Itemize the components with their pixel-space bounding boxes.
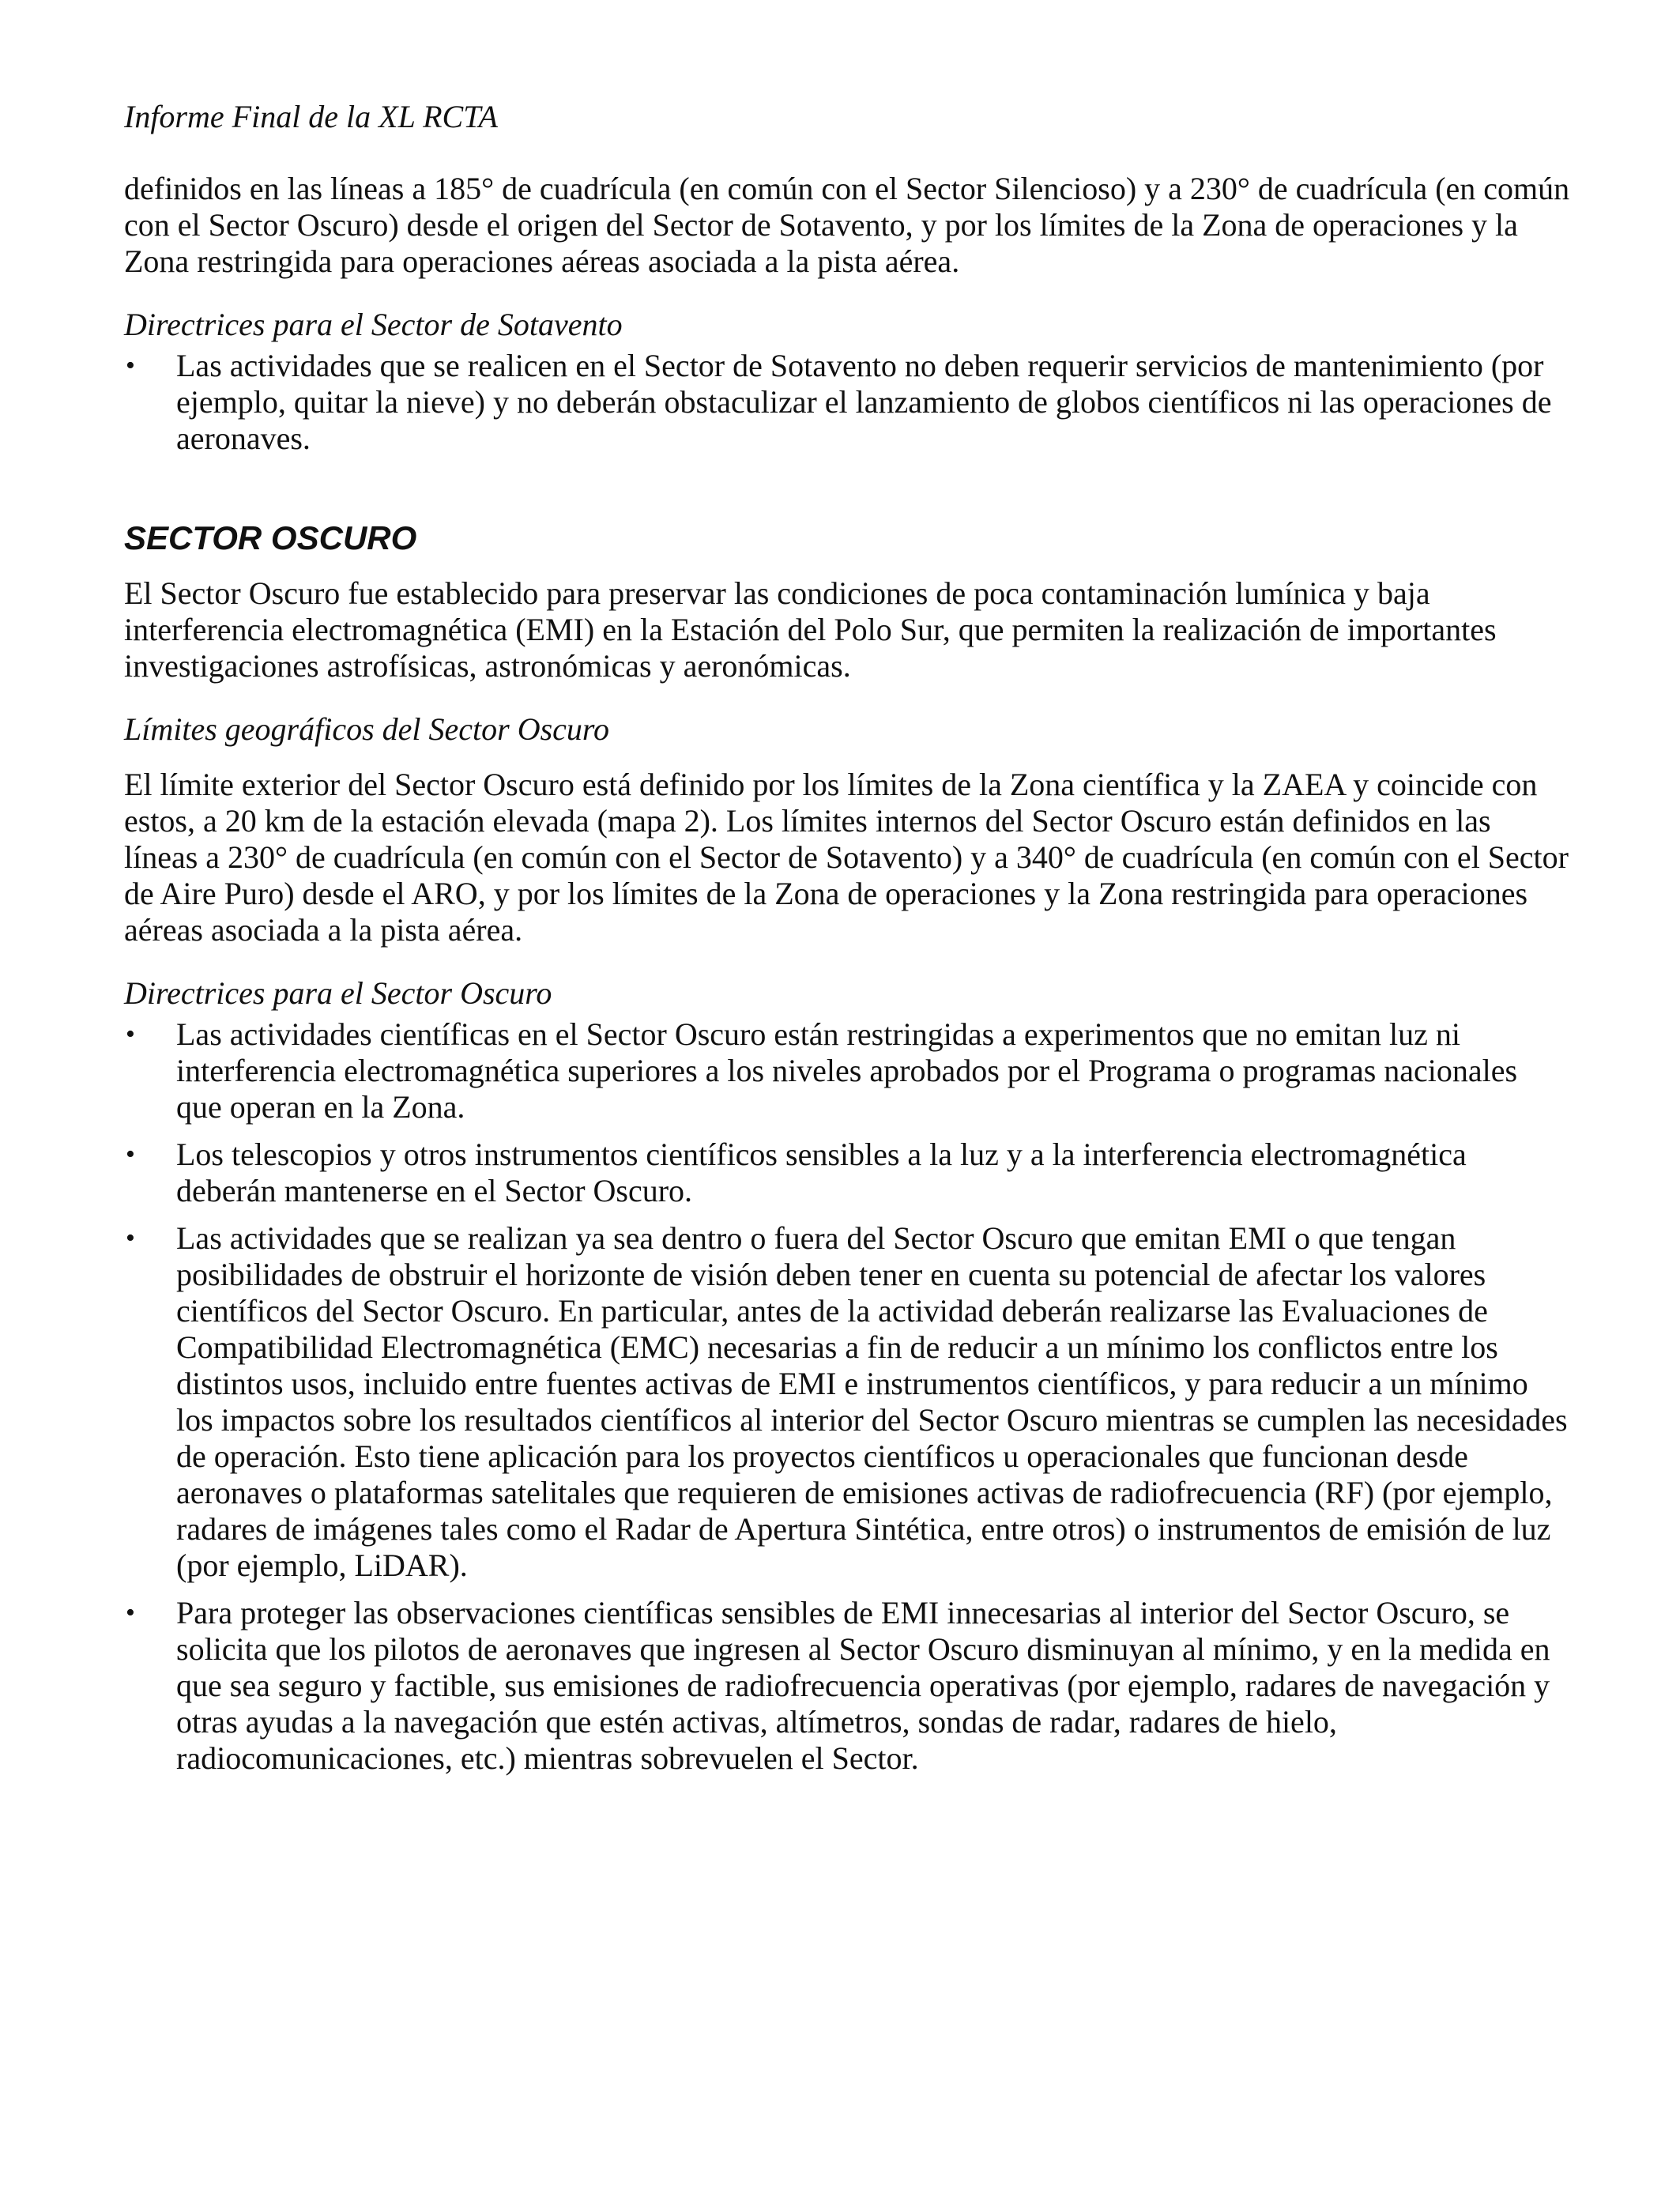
list-item [124, 348, 1570, 457]
intro-paragraph: definidos en las líneas a 185° de cuadrícula (en común con el Sector Silencioso) y a 230° de cuadrícula (en común con el Sector Oscuro) desde el origen del Sector de Sotavento, y por los límites de la Zona de operaciones y la Zona restringida para operaciones aéreas asociada a la pista aérea. [124, 171, 1570, 279]
running-header: Informe Final de la XL RCTA [124, 99, 498, 134]
list-item-text: Las actividades que se realicen en el Sector de Sotavento no deben requerir servicios de mantenimiento (por ejemplo, quitar la nieve) y no deberán obstaculizar el lanzamiento de globos científicos ni las operaciones de aeronaves. [176, 348, 1552, 456]
list-item [124, 1595, 1570, 1777]
list-item-text: Las actividades que se realizan ya sea dentro o fuera del Sector Oscuro que emitan EMI o que tengan posibilidades de obstruir el horizonte de visión deben tener en cuenta su potencial de afectar los valores científicos del Sector Oscuro. En particular, antes de la actividad deberán realizarse las Evaluaciones de Compatibilidad Electromagnética (EMC) necesarias a fin de reducir a un mínimo los conflictos entre los distintos usos, incluido entre fuentes activas de EMI e instrumentos científicos, y para reducir a un mínimo los impactos sobre los resultados científicos al interior del Sector Oscuro mientras se cumplen las necesidades de operación. Esto tiene aplicación para los proyectos científicos u operacionales que funcionan desde aeronaves o plataformas satelitales que requieren de emisiones activas de radiofrecuencia (RF) (por ejemplo, radares de imágenes tales como el Radar de Apertura Sintética, entre otros) o instrumentos de emisión de luz (por ejemplo, LiDAR). [176, 1220, 1568, 1583]
bullet-marker: • [126, 1598, 135, 1627]
list-item [124, 1137, 1570, 1209]
sotavento-guidelines-list [124, 348, 1570, 457]
bullet-marker: • [126, 351, 135, 380]
list-item [124, 1016, 1570, 1125]
bullet-marker: • [126, 1223, 135, 1253]
sector-oscuro-intro: El Sector Oscuro fue establecido para preservar las condiciones de poca contaminación lumínica y baja interferencia electromagnética (EMI) en la Estación del Polo Sur, que permiten la realización de importantes investigaciones astrofísicas, astronómicas y aeronómicas. [124, 575, 1497, 684]
list-item-text: Los telescopios y otros instrumentos científicos sensibles a la luz y a la interferencia electromagnética deberán mantenerse en el Sector Oscuro. [176, 1137, 1467, 1208]
section-title-sector-oscuro: SECTOR OSCURO [124, 519, 417, 556]
sotavento-guidelines-heading: Directrices para el Sector de Sotavento [124, 307, 623, 342]
sector-oscuro-limits-heading: Límites geográficos del Sector Oscuro [124, 711, 610, 747]
list-item [124, 1220, 1570, 1584]
bullet-marker: • [126, 1140, 135, 1169]
sector-oscuro-guidelines-heading: Directrices para el Sector Oscuro [124, 975, 552, 1011]
bullet-marker: • [126, 1020, 135, 1049]
sector-oscuro-limits-paragraph: El límite exterior del Sector Oscuro está definido por los límites de la Zona científica y la ZAEA y coincide con estos, a 20 km de la estación elevada (mapa 2). Los límites internos del Sector Oscuro están definidos en las líneas a 230° de cuadrícula (en común con el Sector de Sotavento) y a 340° de cuadrícula (en común con el Sector de Aire Puro) desde el ARO, y por los límites de la Zona de operaciones y la Zona restringida para operaciones aéreas asociada a la pista aérea. [124, 767, 1569, 948]
sector-oscuro-guidelines-list [124, 1016, 1570, 1777]
list-item-text: Las actividades científicas en el Sector Oscuro están restringidas a experimentos que no emitan luz ni interferencia electromagnética superiores a los niveles aprobados por el Programa o programas nacionales que operan en la Zona. [176, 1016, 1518, 1125]
document-page [124, 98, 1570, 1777]
list-item-text: Para proteger las observaciones científicas sensibles de EMI innecesarias al interior del Sector Oscuro, se solicita que los pilotos de aeronaves que ingresen al Sector Oscuro disminuyan al mínimo, y en la medida en que sea seguro y factible, sus emisiones de radiofrecuencia operativas (por ejemplo, radares de navegación y otras ayudas a la navegación que estén activas, altímetros, sondas de radar, radares de hielo, radiocomunicaciones, etc.) mientras sobrevuelen el Sector. [176, 1595, 1550, 1776]
